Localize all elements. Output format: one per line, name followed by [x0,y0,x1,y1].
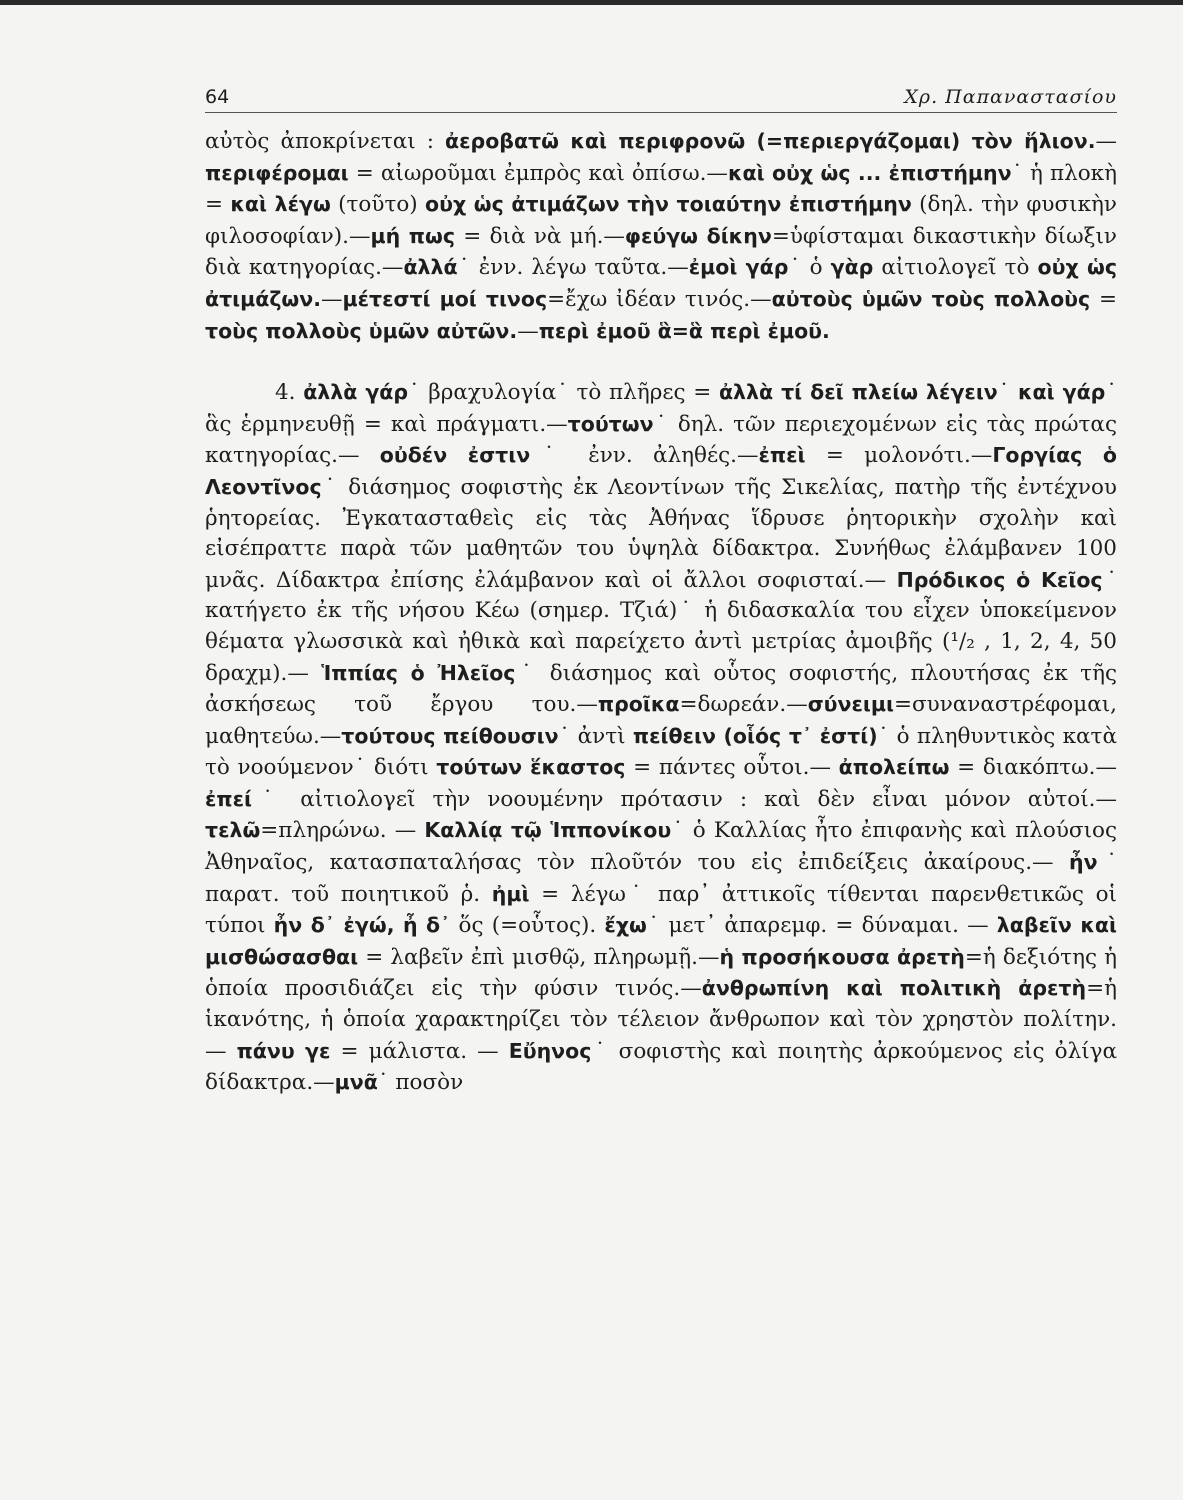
lemma-text: ἔχω [604,913,647,938]
gloss-text: ˙ μετ᾽ ἀπαρεμφ. = δύναμαι. — [646,913,997,939]
gloss-text: — [1095,129,1117,154]
lemma-text: ἀεροβατῶ καὶ περιφρονῶ (=περιεργάζομαι) τὸν ἥλιον. [445,129,1096,153]
gloss-text: = πάντες οὗτοι.— [625,755,839,781]
lemma-text: σύνειμι [807,692,894,717]
gloss-text: = διακόπτω.— [949,755,1117,781]
gloss-text: =πληρώνω. — [260,818,425,844]
lemma-text: μέτεστί μοί τινος [342,286,548,311]
gloss-text: ὅς (=οὗτος). [450,913,605,939]
lemma-text: ἦν [1069,850,1098,875]
gloss-text: ˙ ὁ [788,255,831,281]
lemma-text: φεύγω δίκην [624,223,772,248]
gloss-text: = λέγω˙ παρ᾽ ἀττικοῖς τίθενται παρενθετικῶς οἱ τύποι [205,881,1117,939]
gloss-text: = [1090,286,1117,312]
gloss-text: ˙ σοφιστὴς καὶ ποιητὴς ἀρκούμενος εἰς ὀλίγα δίδακτρα.— [205,1038,1117,1096]
lemma-text: ἀπολείπω [838,755,950,780]
gloss-text: ˙ κατήγετο ἐκ τῆς νήσου Κέω (σημερ. Τζιά)˙ ἡ διδασκαλία του εἶχεν ὑποκείμενον θέματα γλωσσικὰ καὶ ἠθικὰ καὶ παρείχετο ἀντὶ μετρίας ἀμοιβῆς (¹/₂ , 1, 2, 4, 50 δραχμ).— [205,567,1117,686]
gloss-text: =δωρεάν.— [679,692,808,718]
commentary-paragraph-2 [205,377,1117,1099]
gloss-text: = αἰωροῦμαι ἐμπρὸς καὶ ὀπίσω.— [348,160,728,186]
gloss-text: ˙ [997,380,1018,406]
lemma-text: ἀλλά [403,255,458,280]
lemma-text: οὐχ ὡς ἀτιμάζων. [205,255,1117,311]
gloss-text: ˙ ἐνν. ἀληθές.— [530,443,759,469]
lemma-text: αὐτοὺς ὑμῶν τοὺς πολλοὺς [771,286,1091,311]
lemma-text: ἐμοὶ γάρ [688,255,789,280]
lemma-text: περιφέρομαι [205,160,349,185]
lemma-text: καὶ γάρ [1017,380,1106,405]
running-head: Χρ. Παπαναστασίου [904,86,1117,108]
gloss-text: ˙ ἀντὶ [558,723,633,749]
gloss-text: ˙ ποσὸν [377,1070,464,1096]
lemma-text: τούτων [567,411,654,436]
lemma-text: ἐπεὶ [758,443,806,468]
gloss-text: ˙ ἐνν. λέγω ταῦτα.— [457,255,689,281]
lemma-text: τούτων ἕκαστος [436,755,626,780]
page-header [205,86,1117,113]
gloss-text: =ἡ ἱκανότης, ἡ ὁποία χαρακτηρίζει τὸν τέλειον ἄνθρωπον καὶ τὸν χρηστὸν πολίτην. — [205,976,1117,1064]
gloss-text: αὐτὸς ἀποκρίνεται : [205,129,446,154]
lemma-text: μνᾶ [334,1070,378,1095]
lemma-text: ἀλλὰ γάρ [303,380,409,405]
lemma-text: Εὔηνος [508,1038,592,1063]
gloss-text: =ἡ δεξιότης ἡ ὁποία προσιδιάζει εἰς τὴν φύσιν τινός.— [205,944,1118,1002]
lemma-text: Γοργίας ὁ Λεοντῖνος [205,443,1118,499]
gloss-text: ˙ ὁ πληθυντικὸς κατὰ τὸ νοούμενον˙ διότι [205,723,1117,781]
gloss-text: ˙ ἡ πλοκὴ = [205,160,1117,218]
commentary-paragraph-1 [205,126,1117,347]
body-text [205,126,1117,1099]
gloss-text: = διὰ νὰ μή.— [454,223,625,249]
gloss-text: αἰτιολογεῖ τὸ [873,255,1038,281]
lemma-text: ἡ προσήκουσα ἀρετὴ [719,944,965,969]
lemma-text: καὶ λέγω [230,192,331,217]
gloss-text: ˙ ὁ Καλλίας ἦτο ἐπιφανὴς καὶ πλούσιος Ἀθηναῖος, κατασπαταλήσας τὸν πλοῦτόν του εἰς ἐπιδείξεις ἀκαίρους.— [205,818,1117,876]
gloss-text: (δηλ. τὴν φυσικὴν φιλοσοφίαν).— [205,192,1117,249]
lemma-text: περὶ ἐμοῦ ἃ=ἃ περὶ ἐμοῦ. [538,318,830,343]
gloss-text: ˙ διάσημος σοφιστὴς ἐκ Λεοντίνων τῆς Σικελίας, πατὴρ τῆς ἐντέχνου ῥητορείας. Ἐγκατασταθεὶς εἰς τὰς Ἀθήνας ἵδρυσε ῥητορικὴν σχολὴν καὶ εἰσέπραττε παρὰ τῶν μαθητῶν του ὑψηλὰ δίδακτρα. Συνήθως ἐλάμβανεν 100 μνᾶς. Δίδακτρα ἐπίσης ἐλάμβανον καὶ οἱ ἄλλοι σοφισταί.— [205,474,1117,593]
gloss-text: = μολονότι.— [805,443,993,469]
gloss-text: ˙ παρατ. τοῦ ποιητικοῦ ῥ. [205,850,1117,907]
lemma-text: ἐπεί [205,786,253,811]
lemma-text: ἀλλὰ τί δεῖ πλείω λέγειν [718,380,998,405]
lemma-text: προῖκα [597,692,680,717]
lemma-text: τελῶ [205,818,261,843]
gloss-text: 4. [275,380,304,406]
lemma-text: τοὺς πολλοὺς ὑμῶν αὐτῶν. [205,318,518,343]
gloss-text: — [517,318,539,344]
gloss-text: ˙ αἰτιολογεῖ τὴν νοουμένην πρότασιν : καὶ δὲν εἶναι μόνον αὐτοί.— [252,786,1117,812]
lemma-text: πάνυ γε [236,1038,331,1063]
gloss-text: = λαβεῖν ἐπὶ μισθῷ, πληρωμῇ.— [358,944,720,970]
gloss-text: — [321,286,343,312]
scan-top-edge [0,0,1183,5]
gloss-text: = μάλιστα. — [330,1038,509,1064]
gloss-text: ˙ διάσημος καὶ οὗτος σοφιστής, πλουτήσας ἐκ τῆς ἀσκήσεως τοῦ ἔργου του.— [205,660,1117,718]
lemma-text: πείθειν (οἷός τ᾽ ἐστί) [632,723,878,748]
gloss-text: (τοῦτο) [330,192,426,218]
lemma-text: μή πως [370,223,455,248]
lemma-text: ἦν δ᾽ ἐγώ, ἦ δ᾽ [273,913,451,938]
lemma-text: καὶ οὐχ ὡς ... ἐπιστήμην [727,160,1012,185]
gloss-text: =συναναστρέφομαι, μαθητεύω.— [205,692,1117,749]
page-number: 64 [205,86,230,108]
gloss-text: ˙ βραχυλογία˙ τὸ πλῆρες = [408,380,719,406]
lemma-text: Καλλίᾳ τῷ Ἱππονίκου [424,818,672,843]
lemma-text: ἀνθρωπίνη καὶ πολιτικὴ ἀρετὴ [701,976,1087,1001]
lemma-text: λαβεῖν καὶ μισθώσασθαι [205,913,1117,969]
gloss-text: ˙ δηλ. τῶν περιεχομένων εἰς τὰς πρώτας κατηγορίας.— [205,411,1117,469]
lemma-text: Πρόδικος ὁ Κεῖος [896,567,1103,592]
lemma-text: ἠμὶ [491,881,530,906]
gloss-text: =ὑφίσταμαι δικαστικὴν δίωξιν διὰ κατηγορίας.— [205,223,1117,281]
lemma-text: οὐδέν ἐστιν [379,443,531,468]
lemma-text: οὐχ ὡς ἀτιμάζων τὴν τοιαύτην ἐπιστήμην [425,192,912,217]
lemma-text: τούτους πείθουσιν [341,723,559,748]
lemma-text: γὰρ [830,255,874,280]
gloss-text: =ἔχω ἰδέαν τινός.— [547,286,772,312]
lemma-text: Ἱππίας ὁ Ἠλεῖος [321,660,516,685]
gloss-text: ˙ ἃς ἑρμηνευθῇ = καὶ πράγματι.— [205,380,1117,437]
